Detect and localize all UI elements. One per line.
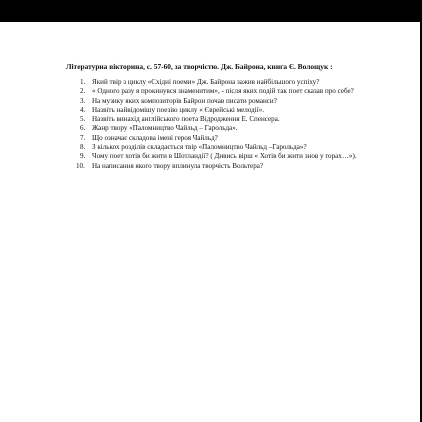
question-number: 9. <box>80 152 86 161</box>
question-number: 7. <box>80 133 86 142</box>
question-number: 1. <box>80 78 86 86</box>
list-item <box>66 106 386 115</box>
list-item <box>66 152 386 161</box>
question-text: Який твір з циклу «Східні поеми» Дж. Байрона зажив найбільшого успіху? <box>92 78 320 86</box>
list-item <box>66 87 386 96</box>
question-text: З кількох розділів складається твір «Паломництво Чайльд –Гарольда»? <box>92 143 307 152</box>
list-item <box>66 97 386 106</box>
document-title: Літературна вікторина, с. 57-60, за творчістю. Дж. Байрона, книга Є. Волощук : <box>66 62 333 71</box>
question-text: Що означає складова імені героя Чайльд? <box>92 133 218 142</box>
question-text: На музику яких композиторів Байрон почав писати романси? <box>92 96 277 105</box>
question-number: 10. <box>76 161 85 170</box>
question-number: 4. <box>80 105 86 114</box>
question-text: Жанр твору «Паломництво Чайльд – Гарольда». <box>92 124 238 133</box>
quiz-document <box>66 62 386 171</box>
list-item <box>66 124 386 133</box>
question-text: « Одного разу я прокинувся знаменитим», - після яких подій так поет сказав про себе? <box>92 87 354 96</box>
question-number: 3. <box>80 96 86 105</box>
question-number: 2. <box>80 87 86 96</box>
question-number: 6. <box>80 124 86 133</box>
list-item <box>66 115 386 124</box>
question-text: Чому поет хотів би жити в Шотландії? ( Дивись вірш « Хотів би жити знов у горах…»). <box>92 152 357 161</box>
list-item <box>66 78 386 87</box>
question-text: На написання якого твору вплинула творчість Вольтера? <box>92 161 264 170</box>
question-list <box>66 78 386 171</box>
list-item <box>66 162 386 171</box>
top-black-border <box>0 0 422 22</box>
list-item <box>66 143 386 152</box>
question-number: 5. <box>80 115 86 124</box>
list-item <box>66 134 386 143</box>
question-text: Назвіть найвідомішу поезію циклу « Єврейські мелодії». <box>92 105 265 114</box>
question-number: 8. <box>80 143 86 152</box>
question-text: Назвіть винахід англійського поета Відродження Е. Спенсера. <box>92 115 280 124</box>
